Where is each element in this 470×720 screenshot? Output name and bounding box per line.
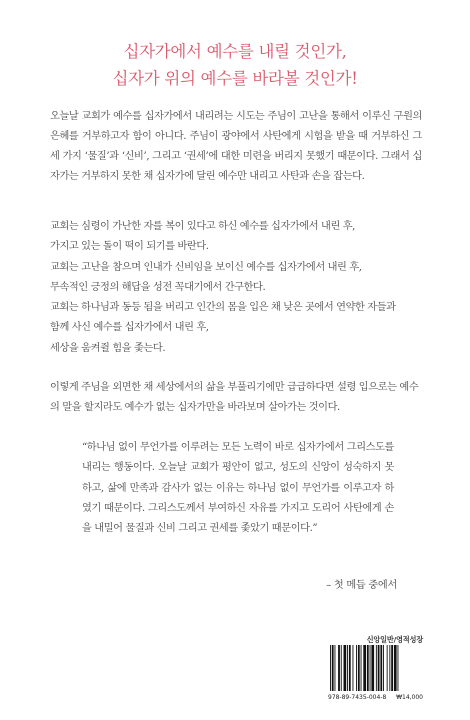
headline [0,38,470,92]
barcode-text [328,694,423,701]
headline-line-1: 십자가에서 예수를 내릴 것인가, [123,42,347,61]
church-line: 무속적인 긍정의 해답을 성전 꼭대기에서 간구한다. [50,281,266,293]
isbn: 978-89-7435-004-8 [328,694,387,701]
church-line: 교회는 하나님과 동등 됨을 버리고 인간의 몸을 입은 채 낮은 곳에서 연약한 자들과 [50,302,396,314]
church-line: 교회는 심령이 가난한 자를 복이 있다고 하신 예수를 십자가에서 내린 후, [50,221,356,232]
church-line: 가지고 있는 돌이 떡이 되기를 바란다. [50,241,209,253]
barcode-icon [328,645,423,693]
barcode [328,645,423,701]
category-label: 신앙일반/영적성장 [366,635,423,644]
price: ₩14,000 [396,694,423,701]
quote-source: – 첫 메듭 중에서 [326,580,397,591]
church-line: 교회는 고난을 참으며 인내가 신비임을 보이신 예수를 십자가에서 내린 후, [50,261,362,273]
headline-line-2: 십자가 위의 예수를 바라볼 것인가! [112,69,358,88]
church-paragraph [50,217,430,359]
quote-block: “하나님 없이 무언가를 이루려는 모든 노력이 바로 십자가에서 그리스도를 내리는 행동이다. 오늘날 교회가 평안이 없고, 성도의 신앙이 성숙하지 못하고, 삶에 만족과 감사가 없는 이유는 하나님 없이 무언가를 이루고자 하였기 때문이다. 그리스도께서 부여하신 자유를 가지고 도리어 사탄에게 손을 내밀어 물질과 신비 그리고 권세를 좇았기 때문이다.” [82,442,394,535]
conclusion-paragraph: 이렇게 주님을 외면한 채 세상에서의 삶을 부풀리기에만 급급하다면 설령 입으로는 예수의 말을 할지라도 예수가 없는 십자가만을 바라보며 살아가는 것이다. [50,382,419,413]
church-line: 세상을 움켜쥘 힘을 좇는다. [50,342,166,354]
intro-paragraph: 오늘날 교회가 예수를 십자가에서 내리려는 시도는 주님이 고난을 통해서 이루신 구원의 은혜를 거부하고자 함이 아니다. 주님이 광야에서 사탄에게 시험을 받을 때 거부하신 그 세 가지 ‘물질’과 ‘신비’, 그리고 ‘권세’에 대한 미련을 버리지 못했기 때문이다. 그래서 십자가는 거부하지 못한 채 십자가에 달린 예수만 내리고 사탄과 손을 잡는다. [50,111,422,182]
church-line: 함께 사신 예수를 십자가에서 내린 후, [50,322,209,334]
